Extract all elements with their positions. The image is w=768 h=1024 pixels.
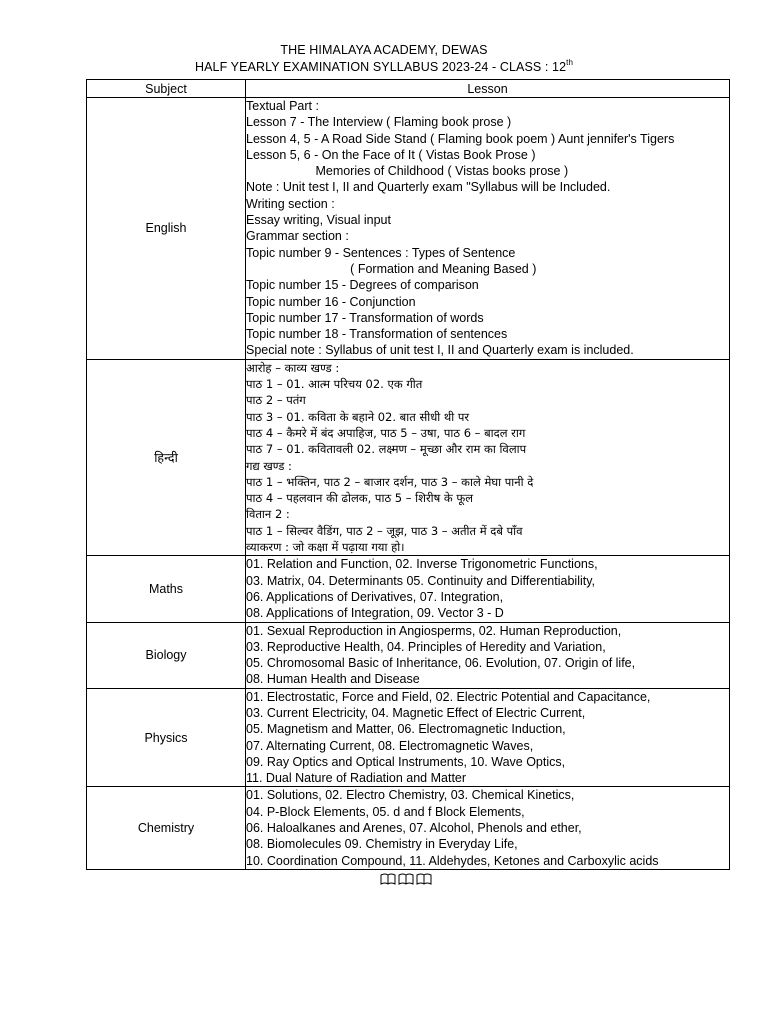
lesson-line: पाठ 1 – भक्तिन, पाठ 2 – बाजार दर्शन, पाठ 3 – काले मेघा पानी दे [246,474,534,489]
lesson-line: 01. Electrostatic, Force and Field, 02. Electric Potential and Capacitance, [246,689,651,704]
lesson-cell [246,359,730,556]
table-row [87,556,730,622]
lesson-line: 03. Current Electricity, 04. Magnetic Effect of Electric Current, [246,705,586,720]
lesson-line: Lesson 5, 6 - On the Face of It ( Vistas Book Prose ) [246,147,536,162]
lesson-line: Topic number 17 - Transformation of words [246,310,484,325]
lesson-line: Special note : Syllabus of unit test I, II and Quarterly exam is included. [246,343,634,358]
lesson-cell [246,556,730,622]
subject-cell: Maths [87,556,246,622]
table-row [87,787,730,869]
lesson-cell [246,688,730,787]
lesson-line: गद्य खण्ड : [246,458,292,473]
lesson-line: पाठ 3 – 01. कविता के बहाने 02. बात सीधी थी पर [246,409,470,424]
lesson-line: 06. Haloalkanes and Arenes, 07. Alcohol, Phenols and ether, [246,821,582,836]
lesson-line: पाठ 4 – कैमरे में बंद अपाहिज, पाठ 5 – उषा, पाठ 6 – बादल राग [246,425,526,440]
subject-cell: English [87,98,246,360]
lesson-column-header: Lesson [246,80,730,98]
subject-cell: Chemistry [87,787,246,869]
lesson-line: 05. Chromosomal Basic of Inheritance, 06. Evolution, 07. Origin of life, [246,656,636,671]
lesson-line: Lesson 4, 5 - A Road Side Stand ( Flaming book poem ) Aunt jennifer's Tigers [246,131,675,146]
table-header-row [87,80,730,98]
lesson-cell [246,622,730,688]
lesson-line: Textual Part : [246,99,319,113]
subject-column-header: Subject [87,80,246,98]
open-book-icon [379,872,435,886]
lesson-line: आरोह – काव्य खण्ड : [246,360,340,375]
lesson-line: 03. Reproductive Health, 04. Principles of Heredity and Variation, [246,639,606,654]
lesson-cell [246,98,730,360]
lesson-line: Topic number 9 - Sentences : Types of Sentence [246,245,516,260]
lesson-line: 11. Dual Nature of Radiation and Matter [246,771,467,786]
lesson-line: 03. Matrix, 04. Determinants 05. Continuity and Differentiability, [246,573,596,588]
lesson-line: Topic number 16 - Conjunction [246,294,416,309]
subject-cell: Biology [87,622,246,688]
table-row [87,688,730,787]
lesson-line: 08. Applications of Integration, 09. Vector 3 - D [246,606,504,621]
table-row [87,359,730,556]
lesson-line: 10. Coordination Compound, 11. Aldehydes, Ketones and Carboxylic acids [246,853,659,868]
lesson-line: Lesson 7 - The Interview ( Flaming book prose ) [246,115,512,130]
lesson-line: Writing section : [246,196,335,211]
lesson-cell [246,787,730,869]
lesson-line: Grammar section : [246,229,349,244]
lesson-line: 04. P-Block Elements, 05. d and f Block Elements, [246,804,525,819]
lesson-line: 01. Relation and Function, 02. Inverse Trigonometric Functions, [246,557,598,572]
lesson-line: Essay writing, Visual input [246,213,391,228]
lesson-line: 01. Solutions, 02. Electro Chemistry, 03. Chemical Kinetics, [246,788,575,803]
lesson-line: वितान 2 : [246,507,290,522]
lesson-line: ( Formation and Meaning Based ) [246,261,537,276]
table-row [87,622,730,688]
school-title: THE HIMALAYA ACADEMY, DEWAS [280,43,488,57]
lesson-line: पाठ 1 – सिल्वर वैडिंग, पाठ 2 – जूझ, पाठ 3 – अतीत में दबे पाँव [246,523,523,538]
lesson-line: पाठ 1 – 01. आत्म परिचय 02. एक गीत [246,377,423,392]
lesson-line: 08. Biomolecules 09. Chemistry in Everyday Life, [246,837,518,852]
lesson-line: Memories of Childhood ( Vistas books prose ) [246,164,569,179]
lesson-line: 09. Ray Optics and Optical Instruments, 10. Wave Optics, [246,754,566,769]
class-ordinal-suffix: th [566,58,574,67]
exam-subtitle-text: HALF YEARLY EXAMINATION SYLLABUS 2023-24 - CLASS : 12 [194,60,567,74]
lesson-line: 07. Alternating Current, 08. Electromagnetic Waves, [246,738,534,753]
subject-cell: Physics [87,688,246,787]
exam-subtitle [0,59,768,76]
lesson-line: Note : Unit test I, II and Quarterly exam "Syllabus will be Included. [246,180,611,195]
table-row [87,98,730,360]
lesson-line: पाठ 2 – पतंग [246,393,306,408]
lesson-line: 01. Sexual Reproduction in Angiosperms, 02. Human Reproduction, [246,623,622,638]
lesson-line: पाठ 4 – पहलवान की ढोलक, पाठ 5 – शिरीष के फूल [246,491,474,506]
lesson-line: Topic number 15 - Degrees of comparison [246,278,479,293]
lesson-line: पाठ 7 – 01. कवितावली 02. लक्ष्मण – मूच्छा और राम का विलाप [246,442,527,457]
syllabus-table [86,79,730,870]
lesson-line: 05. Magnetism and Matter, 06. Electromagnetic Induction, [246,722,566,737]
lesson-line: Topic number 18 - Transformation of sentences [246,327,508,342]
lesson-line: व्याकरण : जो कक्षा में पढ़ाया गया हो। [246,540,405,555]
subject-cell: हिन्दी [87,359,246,556]
document-header [0,42,768,76]
lesson-line: 08. Human Health and Disease [246,672,420,687]
lesson-line: 06. Applications of Derivatives, 07. Integration, [246,589,504,604]
